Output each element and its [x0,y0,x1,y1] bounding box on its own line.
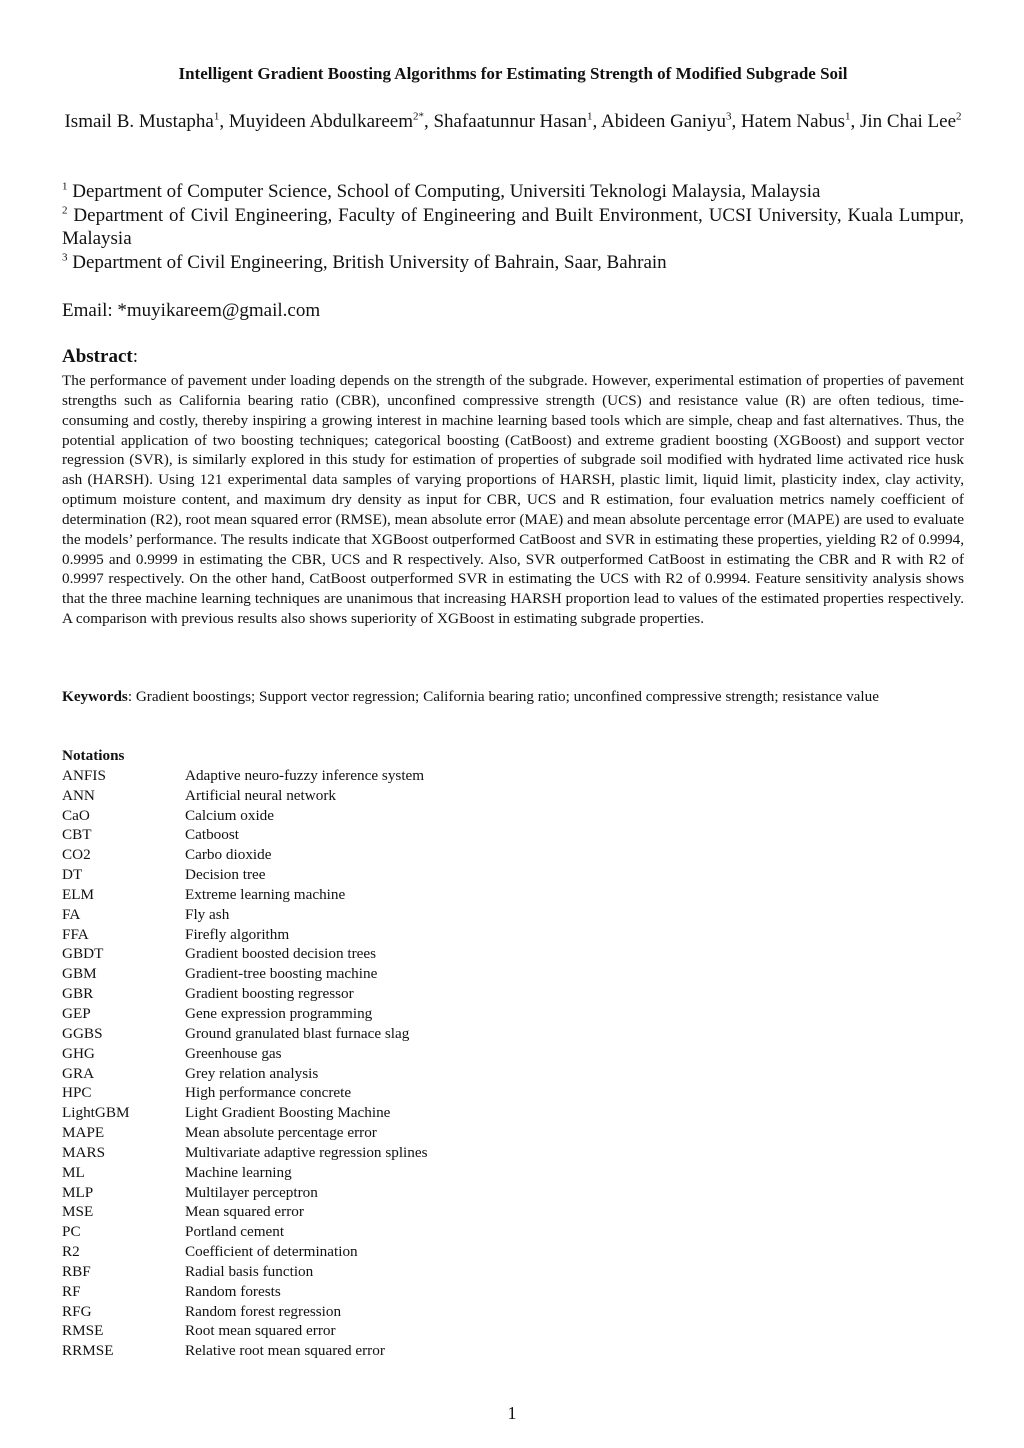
notation-definition: Calcium oxide [185,806,274,824]
notation-abbreviation: FFA [62,925,89,943]
author-affiliation-mark: 3 [726,110,732,123]
notation-row [62,905,964,925]
notation-abbreviation: GBR [62,985,94,1003]
notations-list [62,746,964,1361]
notation-definition: Decision tree [185,866,266,884]
author-affiliation-mark: 1 [213,110,220,123]
notation-definition: Fly ash [185,905,230,923]
notation-definition: Carbo dioxide [185,846,272,864]
notation-abbreviation: ELM [62,885,95,903]
notation-row [62,1064,964,1084]
paper-title: Intelligent Gradient Boosting Algorithms for Estimating Strength of Modified Subgrade Soil [178,64,848,83]
notation-abbreviation: GGBS [62,1024,103,1042]
notation-definition: Catboost [185,826,240,844]
abstract-heading: Abstract: [62,346,138,367]
notation-abbreviation: GBM [62,965,97,983]
notation-definition: Mean absolute percentage error [185,1124,377,1142]
notation-abbreviation: CO2 [62,846,91,864]
affiliation: $^1$ Department of Computer Science, School of Computing, Universiti Teknologi Malaysia, Malaysia [62,180,821,202]
notation-abbreviation: HPC [62,1084,92,1102]
author: Shafaatunnur Hasan [433,111,588,132]
notation-abbreviation: GBDT [62,945,104,963]
notation-row [62,1341,964,1361]
notation-row [62,1004,964,1024]
notation-definition: Mean squared error [185,1203,304,1221]
notation-definition: Extreme learning machine [185,885,346,903]
notation-row [62,1163,964,1183]
notation-abbreviation: MAPE [62,1124,105,1142]
notation-abbreviation: PC [62,1223,81,1241]
notation-row [62,1183,964,1203]
notation-abbreviation: ANN [62,786,95,804]
notation-definition: Gradient boosted decision trees [185,945,377,963]
notation-definition: Greenhouse gas [185,1044,282,1062]
notation-definition: Ground granulated blast furnace slag [185,1024,410,1042]
author-affiliation-mark: 1 [587,110,593,123]
author: Hatem Nabus [741,111,845,132]
notation-row [62,766,964,786]
notation-abbreviation: MSE [62,1203,94,1221]
abstract-body: The performance of pavement under loading depends on the strength of the subgrade. However, experimental estimation of properties of pavement strengths such as California bearing ratio (CBR), unconfined compressive strength (UCS) and resistance value (R) are often tedious, time-consuming and costly, thereby inspiring a growing interest in machine learning based tools which are simple, cheap and fast alternatives. Thus, the potential application of two boosting techniques; categorical boosting (CatBoost) and extreme gradient boosting (XGBoost) and support vector regression (SVR), is similarly explored in this study for estimation of properties of subgrade soil modified with hydrated lime activated rice husk ash (HARSH). Using 121 experimental data samples of varying proportions of HARSH, plastic limit, liquid limit, plasticity index, clay activity, optimum moisture content, and maximum dry density as input for CBR, UCS and R estimation, four evaluation metrics namely coefficient of determination (R2), root mean squared error (RMSE), mean absolute error (MAE) and mean absolute percentage error (MAPE) are used to evaluate the models’ performance. The results indicate that XGBoost outperformed CatBoost and SVR in estimating these properties, yielding R2 of 0.9994, 0.9995 and 0.9999 in estimating the CBR, UCS and R respectively. Also, SVR outperformed CatBoost in estimating the CBR and R with R2 of 0.9997 respectively. On the other hand, CatBoost outperformed SVR in estimating the UCS with R2 of 0.9994. Feature sensitivity analysis shows that the three machine learning techniques are unanimous that increasing HARSH proportion lead to values of the estimated properties respectively. A comparison with previous results also shows superiority of XGBoost in estimating subgrade properties. [62,372,964,628]
notation-definition: Relative root mean squared error [185,1342,385,1360]
notation-row [62,786,964,806]
notation-row [62,1282,964,1302]
author: Abideen Ganiyu [600,111,727,132]
notation-row [62,1321,964,1341]
notation-row [62,865,964,885]
notation-definition: Coefficient of determination [185,1243,358,1261]
notation-row [62,1083,964,1103]
notation-row [62,925,964,945]
author: Ismail B. Mustapha [64,111,214,132]
notation-definition: Grey relation analysis [185,1064,319,1082]
notation-row [62,984,964,1004]
notation-definition: Portland cement [185,1223,285,1241]
author-affiliation-mark: 2 [956,110,962,123]
notation-row [62,1262,964,1282]
notation-abbreviation: GEP [62,1004,91,1022]
notation-definition: High performance concrete [185,1084,352,1102]
notation-row [62,1143,964,1163]
notation-definition: Radial basis function [185,1262,314,1280]
author-affiliation-mark: 1 [844,110,851,123]
notation-abbreviation: FA [62,905,81,923]
notation-abbreviation: ML [62,1163,85,1181]
notation-abbreviation: RRMSE [62,1342,114,1360]
contact-email: Email: *muyikareem@gmail.com [62,300,321,321]
keywords-label: Keywords [62,688,128,705]
notation-row [62,964,964,984]
notation-row [62,1202,964,1222]
notation-definition: Gene expression programming [185,1004,373,1022]
notation-abbreviation: GRA [62,1064,95,1082]
notation-abbreviation: R2 [62,1243,80,1261]
notation-row [62,944,964,964]
notation-definition: Multivariate adaptive regression splines [185,1143,428,1161]
notation-definition: Gradient-tree boosting machine [185,965,378,983]
notation-abbreviation: CaO [62,806,90,824]
notation-row [62,885,964,905]
notation-abbreviation: RF [62,1282,81,1300]
notation-definition: Machine learning [185,1163,292,1181]
notation-definition: Adaptive neuro-fuzzy inference system [185,766,425,784]
notation-abbreviation: CBT [62,826,92,844]
notation-row [62,1242,964,1262]
notation-row [62,845,964,865]
notation-definition: Light Gradient Boosting Machine [185,1104,391,1122]
notation-abbreviation: LightGBM [62,1104,130,1122]
notation-row [62,806,964,826]
notation-abbreviation: DT [62,866,83,884]
notation-abbreviation: MARS [62,1143,106,1161]
notation-row [62,1024,964,1044]
notation-row [62,825,964,845]
notations-heading: Notations [62,747,125,764]
author: Muyideen Abdulkareem [228,111,413,132]
affiliation: $^3$ Department of Civil Engineering, British University of Bahrain, Saar, Bahrain [62,251,667,273]
notation-definition: Multilayer perceptron [185,1183,318,1201]
notation-abbreviation: GHG [62,1044,95,1062]
author-affiliation-mark: 2* [412,110,424,123]
keywords [62,687,964,707]
notation-row [62,1123,964,1143]
notation-abbreviation: RFG [62,1302,92,1320]
notation-row [62,1302,964,1322]
notation-definition: Firefly algorithm [185,925,290,943]
notation-row [62,1044,964,1064]
notation-definition: Random forests [185,1282,281,1300]
notation-definition: Artificial neural network [185,786,336,804]
page-number: 1 [507,1403,517,1423]
notation-abbreviation: RBF [62,1262,91,1280]
notation-abbreviation: MLP [62,1183,94,1201]
notation-row [62,1103,964,1123]
keywords-text: : Gradient boostings; Support vector regression; California bearing ratio; unconfined compressive strength; resistance value [127,688,879,705]
notation-abbreviation: RMSE [62,1322,104,1340]
author: Jin Chai Lee [859,111,957,132]
notation-abbreviation: ANFIS [62,766,106,784]
author-list: Ismail B. Mustapha$^1$, Muyideen Abdulkareem$^{2*}$, Shafaatunnur Hasan$^1$, Abideen Ganiyu$^3$, Hatem Nabus$^1$, Jin Chai Lee$^2$ [64,110,962,132]
affiliation: $^2$ Department of Civil Engineering, Faculty of Engineering and Built Environment, UCSI University, Kuala Lumpur, Malaysia [62,204,965,249]
notation-row [62,1222,964,1242]
notation-definition: Random forest regression [185,1302,342,1320]
notation-definition: Root mean squared error [185,1322,336,1340]
notation-definition: Gradient boosting regressor [185,985,354,1003]
affiliation-list [62,180,964,274]
